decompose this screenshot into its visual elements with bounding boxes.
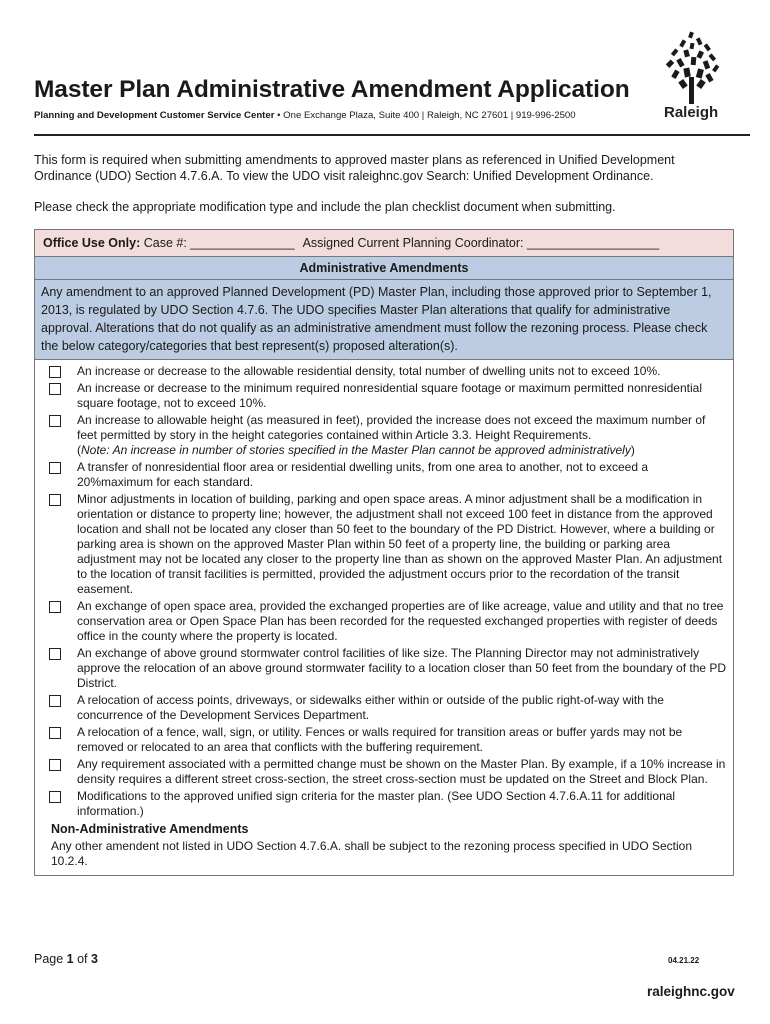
checkbox-requirement[interactable] bbox=[49, 759, 61, 771]
checkbox-stormwater[interactable] bbox=[49, 648, 61, 660]
checkbox-fence-wall[interactable] bbox=[49, 727, 61, 739]
list-item: Modifications to the approved unified sign criteria for the master plan. (See UDO Section 4.7.6.A.11 for additional information.) bbox=[49, 789, 727, 819]
list-item: Any requirement associated with a permitted change must be shown on the Master Plan. By example, if a 10% increase in density requires a different street cross-section, the street cross-section must be updated on the Street and Block Plan. bbox=[49, 757, 727, 787]
instructions-paragraph: Please check the appropriate modification type and include the plan checklist document when submitting. bbox=[34, 200, 616, 214]
intro-paragraph: This form is required when submitting amendments to approved master plans as referenced in Unified Development Ordinance (UDO) Section 4.7.6.A. To view the UDO visit raleighnc.gov Search: Unified Development Ordinance. bbox=[34, 153, 675, 183]
list-item: Minor adjustments in location of building, parking and open space areas. A minor adjustment shall be a modification in orientation or distance to property line; however, the adjustment shall not exceed 100 feet in distance from the approved location and shall not be located any closer than 50 feet to the boundary of the PD District. However, where a building or parking area is shown on the approved Master Plan within 50 feet of a property line, the building or parking area adjustment may not be located any closer to the property line than as shown on the approved Master Plan. An adjustment to the location of transit facilities is permitted, provided the adjustment occurs prior to the recordation of the transit easement. bbox=[49, 492, 727, 597]
list-item: A relocation of access points, driveways, or sidewalks either within or outside of the public right-of-way with the concurrence of the Development Services Department. bbox=[49, 693, 727, 723]
admin-amendments-heading: Administrative Amendments bbox=[35, 257, 733, 280]
service-center-address: • One Exchange Plaza, Suite 400 | Raleigh, NC 27601 | 919-996-2500 bbox=[274, 110, 576, 121]
website-link[interactable]: raleighnc.gov bbox=[647, 984, 735, 999]
list-item: An increase to allowable height (as measured in feet), provided the increase does not exceed the maximum number of feet permitted by story in the height categories contained within Article 3.3. Height Requirements. (Note: An increase in number of stories specified in the Master Plan cannot be approved administratively) bbox=[49, 413, 727, 458]
amendment-checklist bbox=[35, 360, 733, 875]
list-item: An exchange of above ground stormwater control facilities of like size. The Planning Director may not administratively approve the relocation of an above ground stormwater facility to a location closer than 50 feet from the boundary of the PD District. bbox=[49, 646, 727, 691]
checkbox-minor-adjustments[interactable] bbox=[49, 494, 61, 506]
checkbox-square-footage[interactable] bbox=[49, 383, 61, 395]
admin-amendments-description: Any amendment to an approved Planned Development (PD) Master Plan, including those approved prior to September 1, 2013, is regulated by UDO Section 4.7.6. The UDO specifies Master Plan alterations that qualify for administrative approval. Alterations that do not qualify as an administrative amendment must follow the rezoning process. Please check the below category/categories that best represent(s) proposed alteration(s). bbox=[35, 280, 733, 360]
page-number: Page 1 of 3 bbox=[34, 952, 98, 966]
checkbox-height[interactable] bbox=[49, 415, 61, 427]
list-item: An increase or decrease to the allowable residential density, total number of dwelling units not to exceed 10%. bbox=[49, 364, 727, 379]
checkbox-transfer[interactable] bbox=[49, 462, 61, 474]
revision-date: 04.21.22 bbox=[668, 956, 700, 965]
office-use-label: Office Use Only: bbox=[43, 236, 141, 250]
coordinator-field[interactable]: Assigned Current Planning Coordinator: ___________________ bbox=[302, 236, 660, 250]
checkbox-density[interactable] bbox=[49, 366, 61, 378]
amendment-form bbox=[34, 229, 734, 876]
list-item: A transfer of nonresidential floor area or residential dwelling units, from one area to another, not to exceed a 20%maximum for each standard. bbox=[49, 460, 727, 490]
checkbox-open-space[interactable] bbox=[49, 601, 61, 613]
raleigh-logo-text: Raleigh bbox=[664, 104, 719, 121]
page-title: Master Plan Administrative Amendment Application bbox=[34, 76, 630, 103]
service-center-name: Planning and Development Customer Service Center bbox=[34, 110, 275, 121]
checkbox-sign-criteria[interactable] bbox=[49, 791, 61, 803]
case-number-field[interactable]: Case #: _______________ bbox=[140, 236, 295, 250]
header-divider bbox=[34, 134, 750, 136]
non-admin-text: Any other amendent not listed in UDO Section 4.7.6.A. shall be subject to the rezoning process specified in UDO Section 10.2.4. bbox=[51, 839, 693, 868]
list-item: A relocation of a fence, wall, sign, or utility. Fences or walls required for transition areas or buffer yards may not be removed or relocated to an area that conflicts with the buffering requirement. bbox=[49, 725, 727, 755]
checkbox-access-points[interactable] bbox=[49, 695, 61, 707]
office-use-row bbox=[35, 230, 733, 257]
list-item: An exchange of open space area, provided the exchanged properties are of like acreage, value and utility and that no tree conservation area or Open Space Plan has been recorded for the requested exchanged properties with register of deeds office in the county where the property is located. bbox=[49, 599, 727, 644]
header-subtitle bbox=[34, 110, 576, 121]
list-item: An increase or decrease to the minimum required nonresidential square footage or maximum permitted nonresidential square footage, not to exceed 10%. bbox=[49, 381, 727, 411]
height-note: Note: An increase in number of stories specified in the Master Plan cannot be approved administratively bbox=[81, 443, 631, 457]
non-admin-heading: Non-Administrative Amendments bbox=[51, 822, 249, 836]
